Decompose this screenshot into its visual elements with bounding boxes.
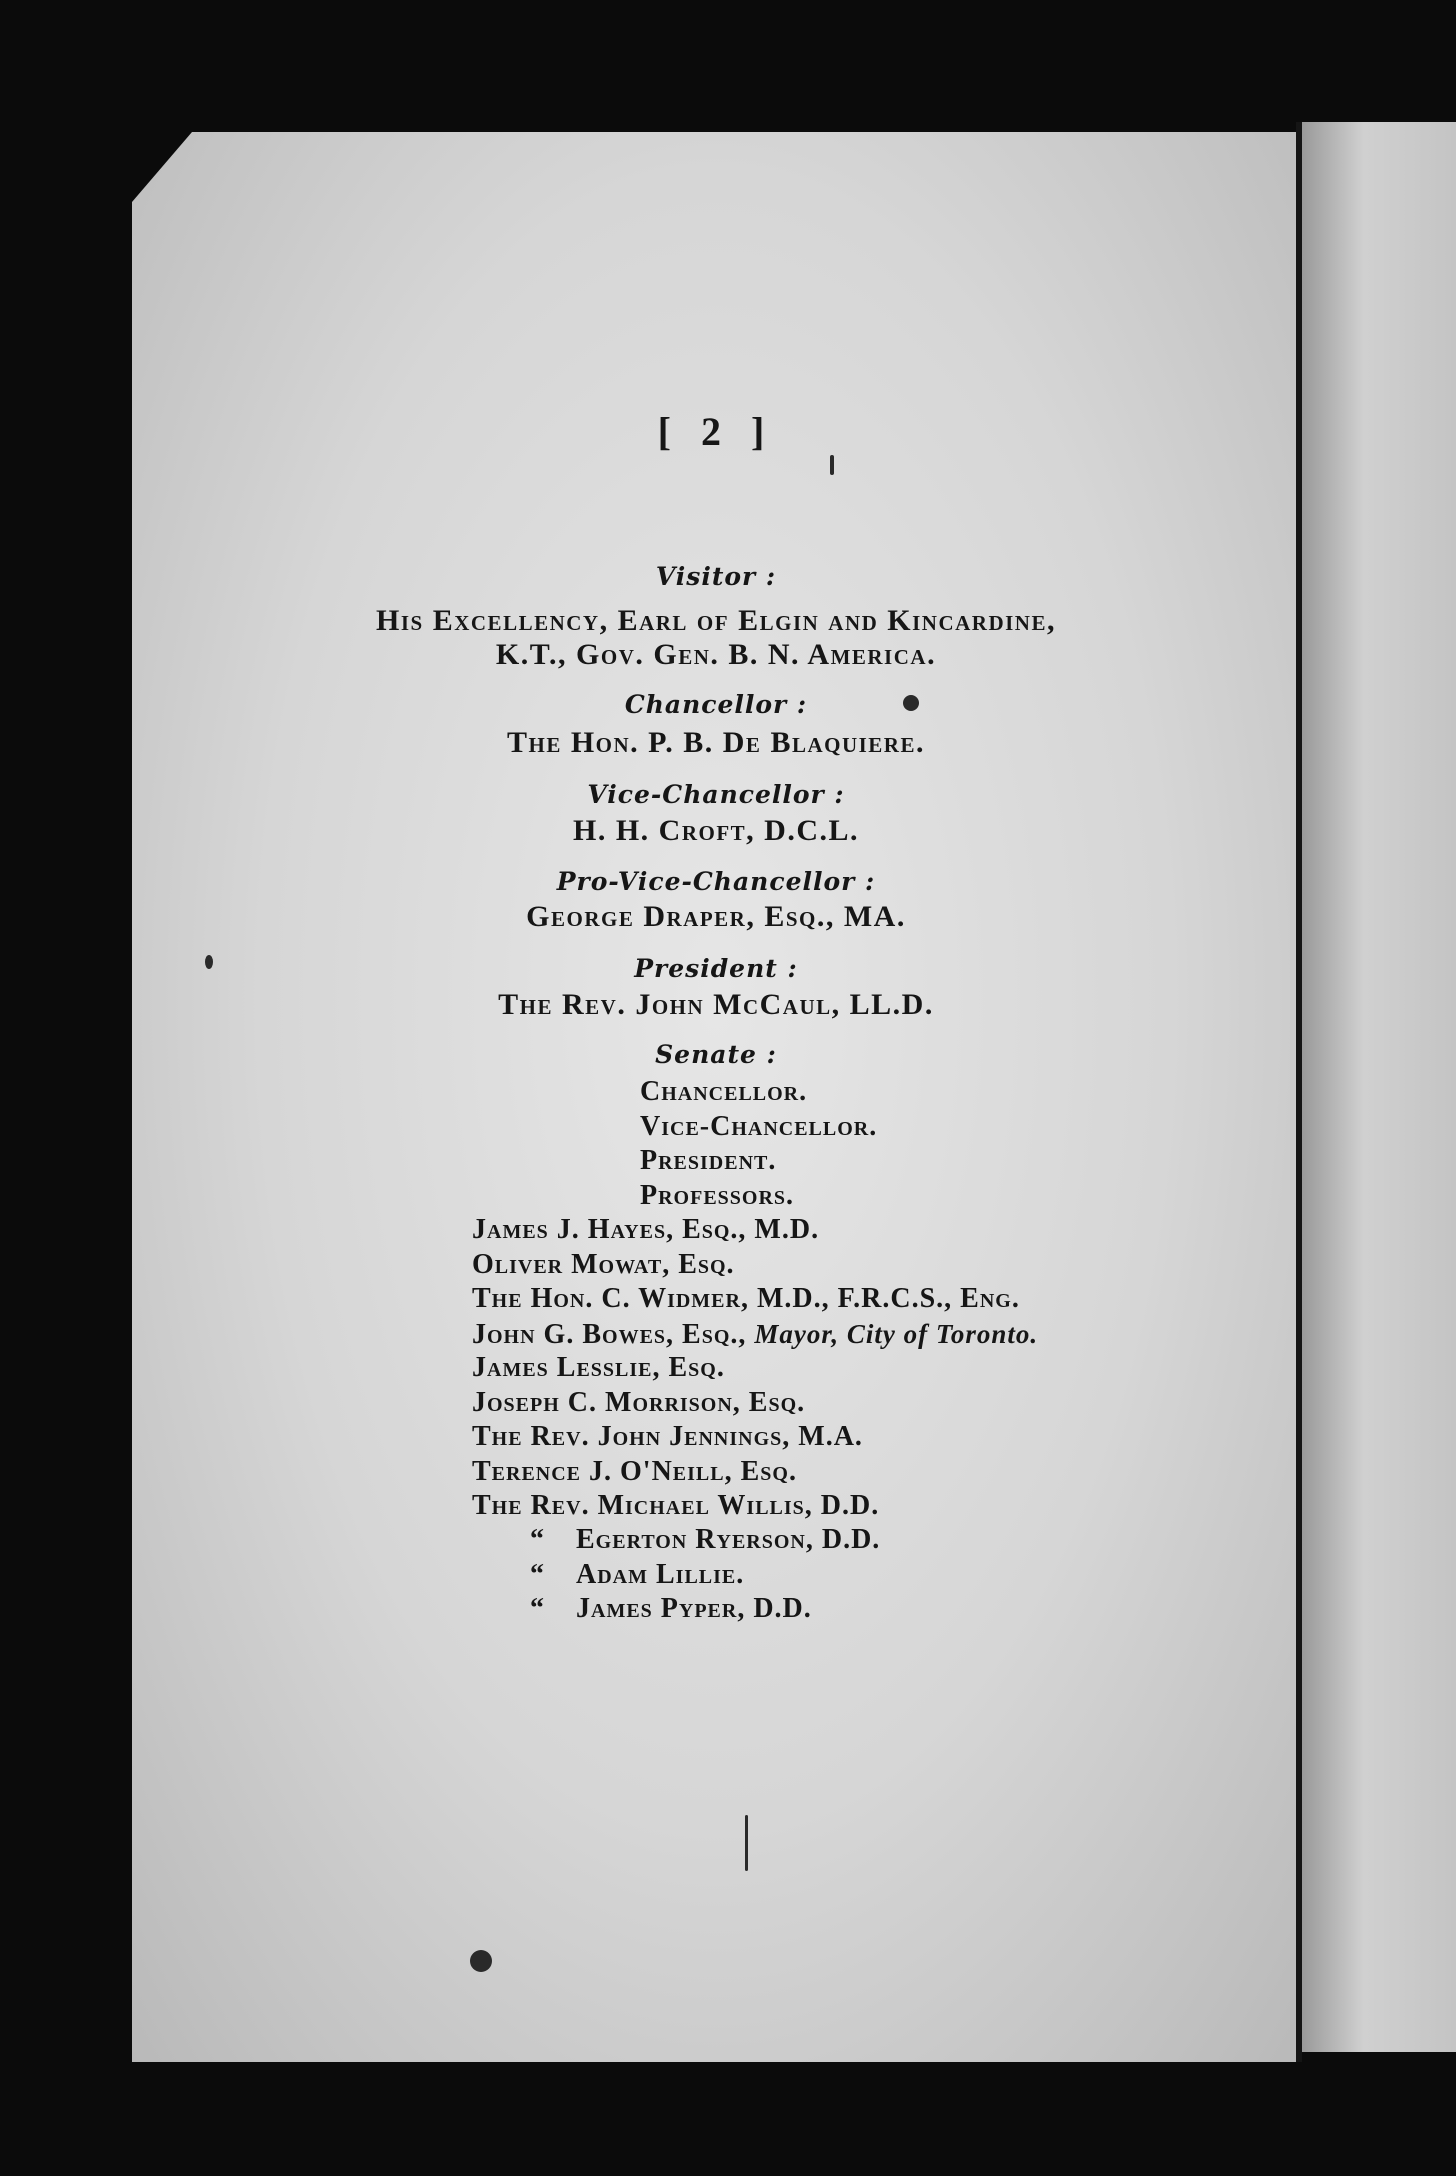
ditto-mark: “ [530,1593,545,1624]
senate-member: Terence J. O'Neill, Esq. [472,1455,797,1487]
senate-member: Joseph C. Morrison, Esq. [472,1386,806,1418]
senate-ex-officio-item: Chancellor. [640,1076,808,1107]
senate-ditto-member [530,1592,880,1627]
ink-speck [830,455,834,475]
vice-chancellor-name: H. H. Croft, D.C.L. [572,814,859,847]
senate-ditto-list [530,1523,880,1627]
visitor-line-2: K.T., Gov. Gen. B. N. America. [495,638,937,671]
pro-vice-chancellor-heading: Pro-Vice-Chancellor : [556,867,876,896]
senate-member-bowes [472,1317,1038,1352]
page-number: [ 2 ] [657,409,775,454]
senate-heading: Senate : [655,1040,777,1069]
chancellor-name: The Hon. P. B. De Blaquiere. [507,726,925,759]
ink-speck [470,1950,492,1972]
senate-member: James J. Hayes, Esq., M.D. [472,1214,820,1245]
senate-member: James Lesslie, Esq. [472,1352,725,1383]
senate-ditto-member [530,1558,880,1593]
senate-member: Oliver Mowat, Esq. [472,1248,735,1280]
ditto-member-name: Egerton Ryerson, D.D. [576,1524,881,1555]
senate-ex-officio-list [640,1075,877,1213]
visitor-line-1: His Excellency, Earl of Elgin and Kincardine, [376,604,1056,637]
president-name: The Rev. John McCaul, LL.D. [498,988,934,1021]
ditto-mark: “ [530,1524,545,1555]
chancellor-heading: Chancellor : [624,690,808,719]
ditto-member-name: Adam Lillie. [576,1558,745,1590]
pro-vice-chancellor-name: George Draper, Esq., MA. [526,900,906,933]
senate-member: The Hon. C. Widmer, M.D., F.R.C.S., Eng. [472,1283,1020,1314]
bowes-name: John G. Bowes, Esq., [472,1318,755,1350]
senate-ex-officio-item: President. [640,1145,777,1176]
ditto-mark: “ [530,1558,545,1590]
vice-chancellor-heading: Vice-Chancellor : [587,780,845,809]
facing-page-edge [1302,122,1456,2052]
senate-member: The Rev. Michael Willis, D.D. [472,1490,880,1521]
visitor-heading: Visitor : [655,562,777,591]
senate-ex-officio-item: Vice-Chancellor. [640,1110,878,1142]
senate-ditto-member [530,1523,880,1558]
bowes-title: Mayor, City of Toronto. [754,1318,1039,1349]
president-heading: President : [634,954,798,983]
ink-speck [745,1815,748,1871]
senate-member: The Rev. John Jennings, M.A. [472,1421,863,1452]
ditto-member-name: James Pyper, D.D. [576,1593,812,1624]
senate-members-list [472,1213,1038,1524]
senate-ex-officio-item: Professors. [640,1179,795,1211]
